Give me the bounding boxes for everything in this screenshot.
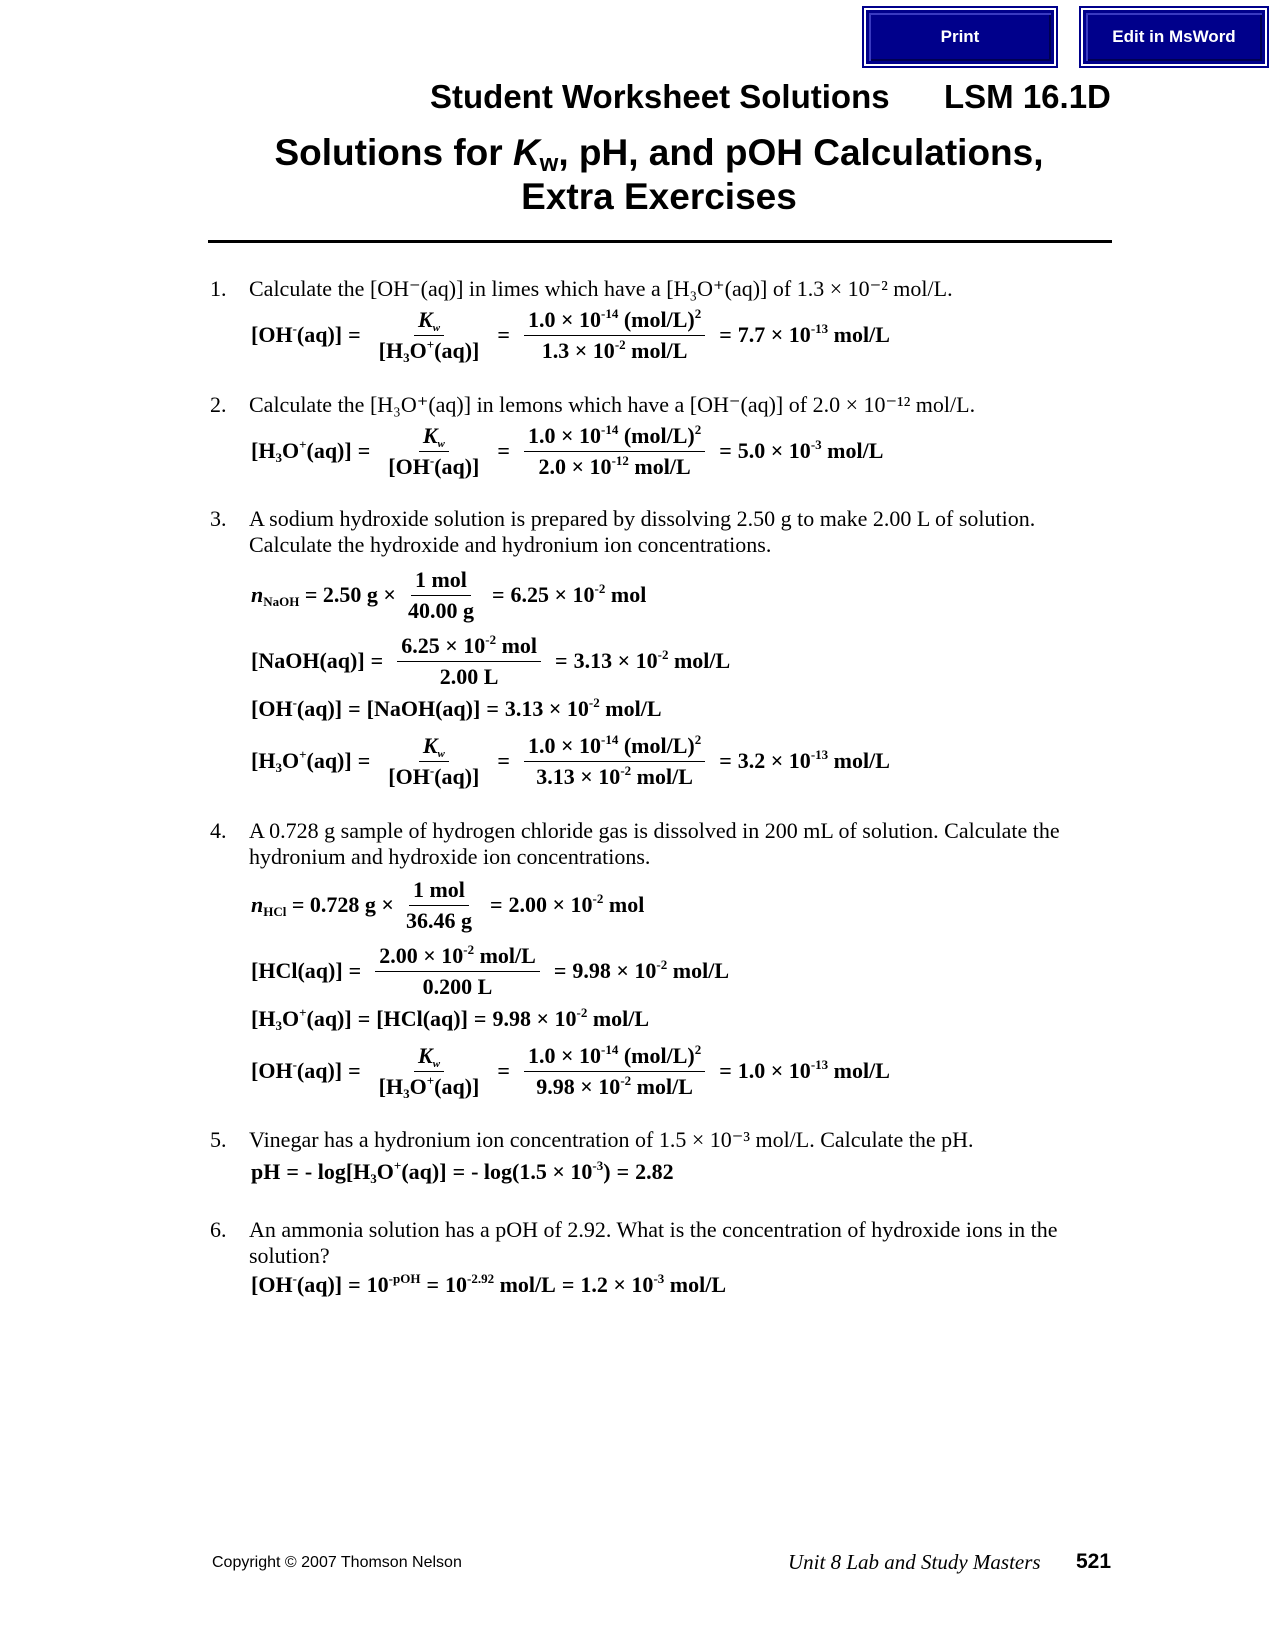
copyright-notice: Copyright © 2007 Thomson Nelson (212, 1554, 462, 1571)
equation-q4-moles: $n_{HCl} = 0.728$ g × $\frac{\text{1 mol}}{36.46 g}$ = $2.00 \times 10^{-2}$ mol (251, 876, 645, 933)
title-prefix: Solutions for (274, 132, 513, 173)
edit-in-msword-button[interactable]: Edit in MsWord (1083, 10, 1265, 64)
question-number: 2. (210, 392, 227, 417)
question-text: A sodium hydroxide solution is prepared by dissolving 2.50 g to make 2.00 L of solution. Calculate the hydroxide and hydronium ion concentrations. (249, 506, 1036, 557)
title-k: K (512, 132, 540, 173)
equation-q4-hydronium: $[H_3O^+(aq)]$ = [HCl(aq)] = $9.98 \times 10^{-2}$ mol/L (251, 1005, 650, 1033)
equation-q4-hydroxide: [OH-(aq)] = $\frac{K_w}{[H_3O^+(aq)]}$ = $\frac{1.0 \times 10^{-14} (mol/L)^2}{9.98 \times 10^{-2} mol/L}$ = $1.0 \times 10^{-13}$ mol/L (251, 1041, 890, 1101)
question-text: Calculate the [H₃O⁺(aq)] in lemons which have a [OH⁻(aq)] of 2.0 × 10⁻¹² mol/L. (249, 392, 976, 417)
question-text: Vinegar has a hydronium ion concentration of 1.5 × 10⁻³ mol/L. Calculate the pH. (249, 1127, 974, 1152)
question-number: 3. (210, 506, 227, 531)
equation-q1: [OH-(aq)] = $\frac{K_w}{[H_3O^+(aq)]}$ = $\frac{1.0 \times 10^{-14} (mol/L)^2}{1.3 \times 10^{-2} mol/L}$ = $7.7 \times 10^{-13}$ mol/L (251, 305, 890, 365)
equation-q3-concentration: [NaOH(aq)] = $\frac{6.25 \times 10^{-2} mol}{2.00 L}$ = $3.13 \times 10^{-2}$ mol/L (251, 631, 731, 689)
page-title-line2: Extra Exercises (521, 176, 797, 217)
unit-label: Unit 8 Lab and Study Masters (788, 1550, 1041, 1574)
equation-q3-hydronium: $[H_3O^+(aq)]$ = $\frac{K_w}{[OH^-(aq)]}$ = $\frac{1.0 \times 10^{-14} (mol/L)^2}{3.13 \times 10^{-2} mol/L}$ = $3.2 \times 10^{-13}$ mol/L (251, 731, 890, 789)
title-suffix: , pH, and pOH Calculations, (558, 132, 1044, 173)
equation-q3-hydroxide: [OH-(aq)] = [NaOH(aq)] = $3.13 \times 10^{-2}$ mol/L (251, 695, 662, 721)
question-text: Calculate the [OH⁻(aq)] in limes which have a [H₃O⁺(aq)] of 1.3 × 10⁻² mol/L. (249, 276, 953, 301)
equation-q5: pH = - $\log[H_3O^+(aq)]$ = - $\log(1.5 \times 10^{-3})$ = 2.82 (251, 1158, 674, 1186)
header-right: LSM 16.1D (944, 78, 1111, 115)
equation-q3-moles: $n_{NaOH} = 2.50$ g × $\frac{\text{1 mol}}{40.00 g}$ = $6.25 \times 10^{-2}$ mol (251, 566, 647, 623)
print-button[interactable]: Print (866, 10, 1054, 64)
question-text: A 0.728 g sample of hydrogen chloride gas is dissolved in 200 mL of solution. Calculate the hydronium and hydroxide ion concentrations. (249, 818, 1060, 869)
question-number: 5. (210, 1127, 227, 1152)
question-number: 6. (210, 1217, 227, 1242)
page-title-line1 (0, 131, 1275, 175)
page-number: 521 (1076, 1550, 1112, 1573)
question-text: An ammonia solution has a pOH of 2.92. What is the concentration of hydroxide ions in the solution? (249, 1217, 1058, 1268)
equation-q4-concentration: [HCl(aq)] = $\frac{2.00 \times 10^{-2} mol/L}{0.200 L}$ = $9.98 \times 10^{-2}$ mol/L (251, 941, 729, 999)
equation-q6: [OH-(aq)] = $10^{-pOH}$ = $10^{-2.92}$ mol/L = $1.2 \times 10^{-3}$ mol/L (251, 1271, 727, 1297)
header-left: Student Worksheet Solutions (430, 78, 890, 115)
title-divider (208, 240, 1112, 243)
question-number: 4. (210, 818, 227, 843)
question-number: 1. (210, 276, 227, 301)
equation-q2: $[H_3O^+(aq)]$ = $\frac{K_w}{[OH^-(aq)]}$ = $\frac{1.0 \times 10^{-14} (mol/L)^2}{2.0 \times 10^{-12} mol/L}$ = $5.0 \times 10^{-3}$ mol/L (251, 421, 884, 479)
title-k-subscript: w (539, 150, 559, 177)
